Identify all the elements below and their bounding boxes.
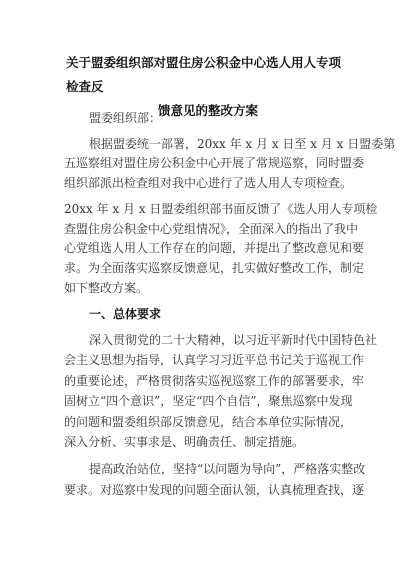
body-line: 查盟住房公积金中心党组情况》，全面深入的指出了我中 xyxy=(64,222,359,236)
body-line: 如下整改方案。 xyxy=(64,281,149,295)
body-line: 的问题和盟委组织部反馈意见，结合本单位实际情况， xyxy=(64,415,353,429)
body-line: 要求。对巡察中发现的问题全面认领，认真梳理查找，逐 xyxy=(64,483,365,497)
title-line-2: 馈意见的整改方案 xyxy=(157,103,258,118)
body-line: 根据盟委统一部署，20xx 年 x 月 x 日至 x 月 x 日盟委第 xyxy=(89,137,396,151)
section-heading: 一、总体要求 xyxy=(89,307,162,321)
body-line: 提高政治站位，坚持“以问题为导向”，严格落实整改 xyxy=(89,462,366,476)
body-line: 20xx 年 x 月 x 日盟委组织部书面反馈了《选人用人专项检 xyxy=(64,202,378,216)
body-line: 会主义思想为指导，认真学习习近平总书记关于巡视工作 xyxy=(64,353,365,367)
body-line: 的重要论述，严格贯彻落实巡视巡察工作的部署要求，牢 xyxy=(64,374,365,388)
body-line: 心党组选人用人工作存在的问题，并提出了整改意见和要 xyxy=(64,241,365,255)
body-line: 深入贯彻党的二十大精神，以习近平新时代中国特色社 xyxy=(89,333,378,347)
body-line: 固树立“四个意识”，坚定“四个自信”，聚焦巡察中发现 xyxy=(64,394,353,408)
body-line: 组织部派出检查组对我中心进行了选人用人专项检查。 xyxy=(64,176,353,190)
body-line: 五巡察组对盟住房公积金中心开展了常规巡察，同时盟委 xyxy=(64,156,365,170)
title-line-1: 关于盟委组织部对盟住房公积金中心选人用人专项检查反 xyxy=(66,55,342,94)
salutation: 盟委组织部： xyxy=(89,111,162,125)
body-line: 求。为全面落实巡察反馈意见，扎实做好整改工作，制定 xyxy=(64,261,365,275)
body-line: 深入分析、实事求是、明确责任、制定措施。 xyxy=(64,435,305,449)
